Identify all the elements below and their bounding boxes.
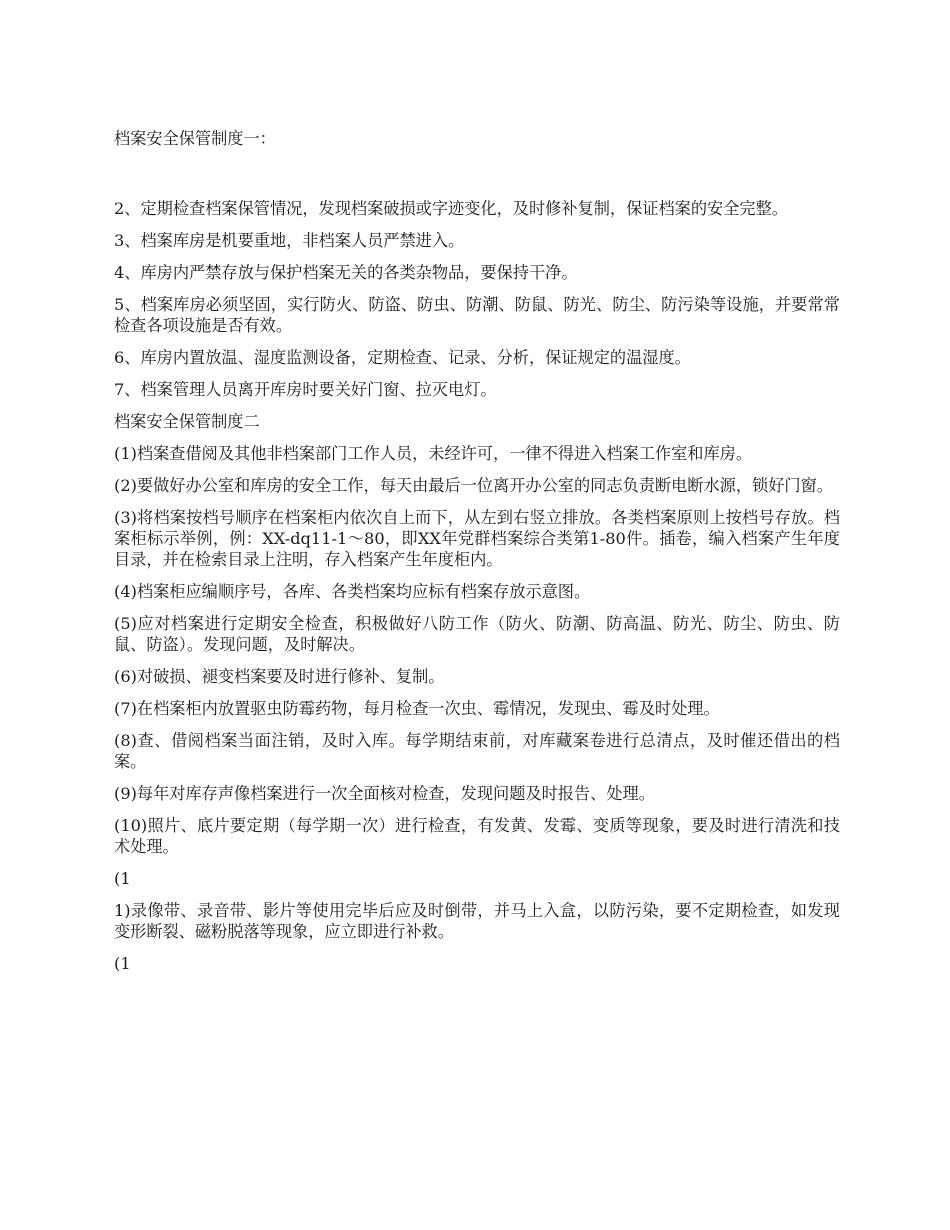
- section1-title: 档案安全保管制度一：: [114, 129, 276, 148]
- section2-item: (1: [114, 869, 131, 888]
- section1-item: 7、档案管理人员离开库房时要关好门窗、拉灭电灯。: [114, 380, 497, 399]
- section2-item: (3)将档案按档号顺序在档案柜内依次自上而下，从左到右竖立排放。各类档案原则上按档号存放。档案柜标示举例，例：XX-dq11-1～80，即XX年党群档案综合类第1-80件。插卷，编入档案产生年度目录，并在检索目录上注明，存入档案产生年度柜内。: [114, 508, 840, 569]
- section2-item: (1)档案查借阅及其他非档案部门工作人员，未经许可，一律不得进入档案工作室和库房。: [114, 444, 753, 463]
- section2-item: (9)每年对库存声像档案进行一次全面核对检查，发现问题及时报告、处理。: [114, 784, 655, 803]
- section2-item: (2)要做好办公室和库房的安全工作，每天由最后一位离开办公室的同志负责断电断水源，锁好门窗。: [114, 476, 833, 495]
- section2-item: (8)查、借阅档案当面注销，及时入库。每学期结束前，对库藏案卷进行总清点，及时催还借出的档案。: [114, 731, 840, 771]
- section2-item: 1)录像带、录音带、影片等使用完毕后应及时倒带，并马上入盒，以防污染，要不定期检查，如发现变形断裂、磁粉脱落等现象，应立即进行补救。: [114, 901, 840, 941]
- document-body: [114, 128, 840, 985]
- section2-item: (6)对破损、褪变档案要及时进行修补、复制。: [114, 667, 445, 686]
- section1-item: 4、库房内严禁存放与保护档案无关的各类杂物品，要保持干净。: [114, 263, 578, 282]
- section2-item: (10)照片、底片要定期（每学期一次）进行检查，有发黄、发霉、变质等现象，要及时进行清洗和技术处理。: [114, 816, 840, 856]
- section2-item: (4)档案柜应编顺序号，各库、各类档案均应标有档案存放示意图。: [114, 582, 591, 601]
- section2-title: 档案安全保管制度二: [114, 412, 260, 431]
- section2-item: (5)应对档案进行定期安全检查，积极做好八防工作（防火、防潮、防高温、防光、防尘、防虫、防鼠、防盗）。发现问题，及时解决。: [114, 614, 840, 654]
- section2-item: (1: [114, 954, 131, 973]
- section1-item: 2、定期检查档案保管情况，发现档案破损或字迹变化，及时修补复制，保证档案的安全完整。: [114, 199, 788, 218]
- section2-item: (7)在档案柜内放置驱虫防霉药物，每月检查一次虫、霉情况，发现虫、霉及时处理。: [114, 699, 720, 718]
- section1-item: 6、库房内置放温、湿度监测设备，定期检查、记录、分析，保证规定的温湿度。: [114, 348, 691, 367]
- section1-item: 5、档案库房必须坚固，实行防火、防盗、防虫、防潮、防鼠、防光、防尘、防污染等设施，并要常常检查各项设施是否有效。: [114, 295, 840, 335]
- section1-item: 3、档案库房是机要重地，非档案人员严禁进入。: [114, 231, 465, 250]
